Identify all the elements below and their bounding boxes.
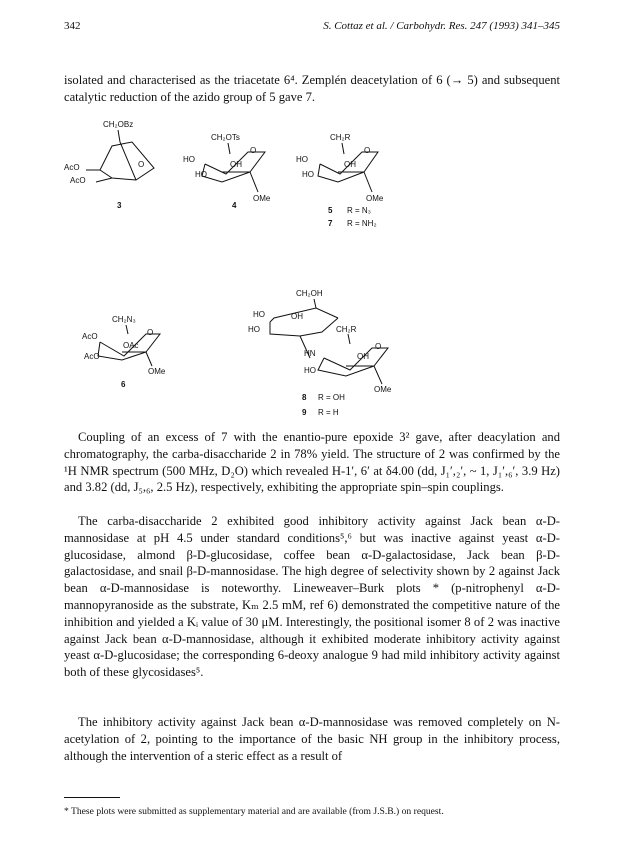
- compound-5-7: [296, 133, 384, 228]
- compound-3: [64, 120, 154, 210]
- c6-oac: OAc: [123, 341, 139, 350]
- paragraph-3: The carba-disaccharide 2 exhibited good inhibitory activity against Jack bean α-D-mannosidase at pH 4.5 under standard conditions⁵,⁶ but was inactive against yeast α-D-glucosidase, almond β-D-glucosidase, coffee bean α-D-galactosidase, Jack bean β-D-galactosidase, and snail β-D-mannosidase. The high degree of selectivity shown by 2 against Jack bean α-D-mannosidase is noteworthy. Lineweaver–Burk plots * (p-nitrophenyl α-D-mannopyranoside as the substrate, Kₘ 2.5 mM, ref 6) demonstrated the competitive nature of the inhibition and yielded a Kᵢ value of 30 μM. Interestingly, the positional isomer 8 of 2 was inactive against Jack bean α-D-mannosidase, although it exhibited moderate inhibitory activity against yeast α-D-glucosidase; the corresponding 6-deoxy analogue 9 had mild inhibitory activity against both of these glycosidases⁵.: [64, 514, 560, 680]
- compound-6: [82, 315, 166, 389]
- c57-oh: OH: [344, 160, 356, 169]
- c7-r: R = NH₂: [347, 219, 377, 228]
- paragraph-2: Coupling of an excess of 7 with the enantio-pure epoxide 3² gave, after deacylation and chromatography, the carba-disaccharide 2 in 78% yield. The structure of 2 was confirmed by the ¹H NMR spectrum (500 MHz, D₂O) which revealed H-1′, 6′ at δ4.00 (dd, J₁′,₂′, ~ 1, J₁′,₆′, 3.9 Hz) and 3.82 (dd, J₅,₆, 2.5 Hz), respectively, exhibiting the appropriate spin–spin couplings.: [64, 430, 560, 495]
- compound-8-9: [248, 289, 392, 417]
- c4-oh: OH: [230, 160, 242, 169]
- compound-4: [183, 133, 271, 210]
- c89-oh-1: OH: [291, 312, 303, 321]
- c3-aco-1: AcO: [64, 163, 80, 172]
- c57-ome: OMe: [366, 194, 384, 203]
- page-number: 342: [64, 20, 81, 32]
- c89-hn: HN: [304, 349, 316, 358]
- c89-ho-2: HO: [248, 325, 260, 334]
- chemical-scheme: [0, 112, 624, 452]
- c89-ho-1: HO: [253, 310, 265, 319]
- c6-ring-o: O: [147, 328, 154, 337]
- c3-label: 3: [117, 201, 122, 210]
- c8-r: R = OH: [318, 393, 345, 402]
- paragraph-4: The inhibitory activity against Jack bean α-D-mannosidase was removed completely on N-acetylation of 2, pointing to the importance of the basic NH group in the inhibitory process, although the intervention of a steric effect as a result of: [64, 715, 560, 763]
- c3-aco-2: AcO: [70, 176, 86, 185]
- c4-label: 4: [232, 201, 237, 210]
- c4-ho-2: HO: [195, 170, 207, 179]
- c4-ome: OMe: [253, 194, 271, 203]
- c57-ring-o: O: [364, 146, 371, 155]
- c6-ome: OMe: [148, 367, 166, 376]
- c3-ring-o: O: [138, 160, 145, 169]
- c57-ho-2: HO: [302, 170, 314, 179]
- c8-label: 8: [302, 393, 307, 402]
- c9-r: R = H: [318, 408, 339, 417]
- c6-aco-1: AcO: [82, 332, 98, 341]
- c3-substituent: CH₂OBz: [103, 120, 134, 129]
- c4-ho-1: HO: [183, 155, 195, 164]
- c89-ring-o: O: [375, 342, 382, 351]
- paragraph-1: isolated and characterised as the triacetate 6⁴. Zemplén deacetylation of 6 (→ 5) and subsequent catalytic reduction of the azido group of 5 gave 7.: [64, 73, 560, 104]
- c6-substituent: CH₂N₃: [112, 315, 136, 324]
- c89-ome: OMe: [374, 385, 392, 394]
- c5-r: R = N₃: [347, 206, 371, 215]
- c57-substituent: CH₂R: [330, 133, 351, 142]
- c89-ho-3: HO: [304, 366, 316, 375]
- c89-oh-2: OH: [357, 352, 369, 361]
- c89-top-substituent: CH₂OH: [296, 289, 323, 298]
- c7-label: 7: [328, 219, 333, 228]
- c57-ho-1: HO: [296, 155, 308, 164]
- c4-substituent: CH₂OTs: [211, 133, 240, 142]
- c6-aco-2: AcO: [84, 352, 100, 361]
- running-head: S. Cottaz et al. / Carbohydr. Res. 247 (1993) 341–345: [323, 20, 560, 32]
- c9-label: 9: [302, 408, 307, 417]
- c4-ring-o: O: [250, 146, 257, 155]
- c89-sub2: CH₂R: [336, 325, 357, 334]
- running-header: [64, 20, 560, 34]
- c5-label: 5: [328, 206, 333, 215]
- footnote-rule: [64, 797, 120, 798]
- c6-label: 6: [121, 380, 126, 389]
- footnote: * These plots were submitted as supplementary material and are available (from J.S.B.) on request.: [64, 806, 444, 817]
